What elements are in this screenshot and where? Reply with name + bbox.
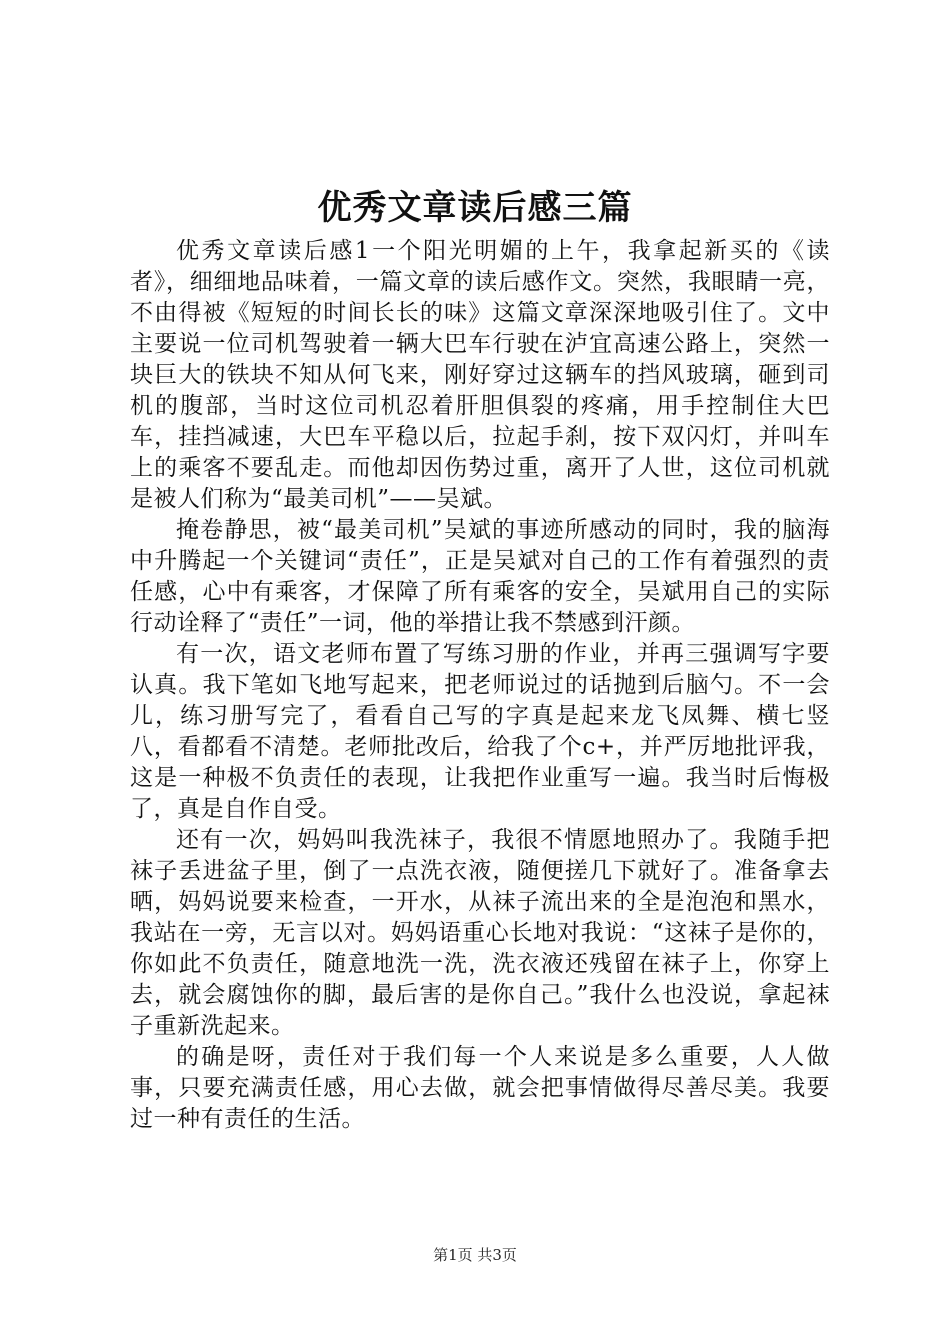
- paragraph-4: 还有一次，妈妈叫我洗袜子，我很不情愿地照办了。我随手把袜子丢进盆子里，倒了一点洗衣液，随便搓几下就好了。准备拿去晒，妈妈说要来检查，一开水，从袜子流出来的全是泡泡和黑水，我站在一旁，无言以对。妈妈语重心长地对我说：“这袜子是你的，你如此不负责任，随意地洗一洗，洗衣液还残留在袜子上，你穿上去，就会腐蚀你的脚，最后害的是你自己。”我什么也没说，拿起袜子重新洗起来。: [130, 827, 830, 1039]
- document-title: 优秀文章读后感三篇: [317, 188, 633, 228]
- paragraph-1: 优秀文章读后感1一个阳光明媚的上午，我拿起新买的《读者》，细细地品味着，一篇文章的读后感作文。突然，我眼睛一亮，不由得被《短短的时间长长的味》这篇文章深深地吸引住了。文中主要说一位司机驾驶着一辆大巴车行驶在泸宜高速公路上，突然一块巨大的铁块不知从何飞来，刚好穿过这辆车的挡风玻璃，砸到司机的腹部，当时这位司机忍着肝胆俱裂的疼痛，用手控制住大巴车，挂挡减速，大巴车平稳以后，拉起手刹，按下双闪灯，并叫车上的乘客不要乱走。而他却因伤势过重，离开了人世，这位司机就是被人们称为“最美司机”——吴斌。: [130, 238, 830, 512]
- paragraph-2: 掩卷静思，被“最美司机”吴斌的事迹所感动的同时，我的脑海中升腾起一个关键词“责任”，正是吴斌对自己的工作有着强烈的责任感，心中有乘客，才保障了所有乘客的安全，吴斌用自己的实际行动诠释了“责任”一词，他的举措让我不禁感到汗颜。: [130, 517, 830, 636]
- paragraph-5: 的确是呀，责任对于我们每一个人来说是多么重要，人人做事，只要充满责任感，用心去做，就会把事情做得尽善尽美。我要过一种有责任的生活。: [130, 1044, 830, 1132]
- page-footer: 第1页 共3页: [433, 1246, 517, 1264]
- paragraph-3: 有一次，语文老师布置了写练习册的作业，并再三强调写字要认真。我下笔如飞地写起来，把老师说过的话抛到后脑勺。不一会儿，练习册写完了，看看自己写的字真是起来龙飞凤舞、横七竖八，看都看不清楚。老师批改后，给我了个c+，并严厉地批评我，这是一种极不负责任的表现，让我把作业重写一遍。我当时后悔极了，真是自作自受。: [130, 641, 830, 822]
- document-body: [130, 236, 830, 1135]
